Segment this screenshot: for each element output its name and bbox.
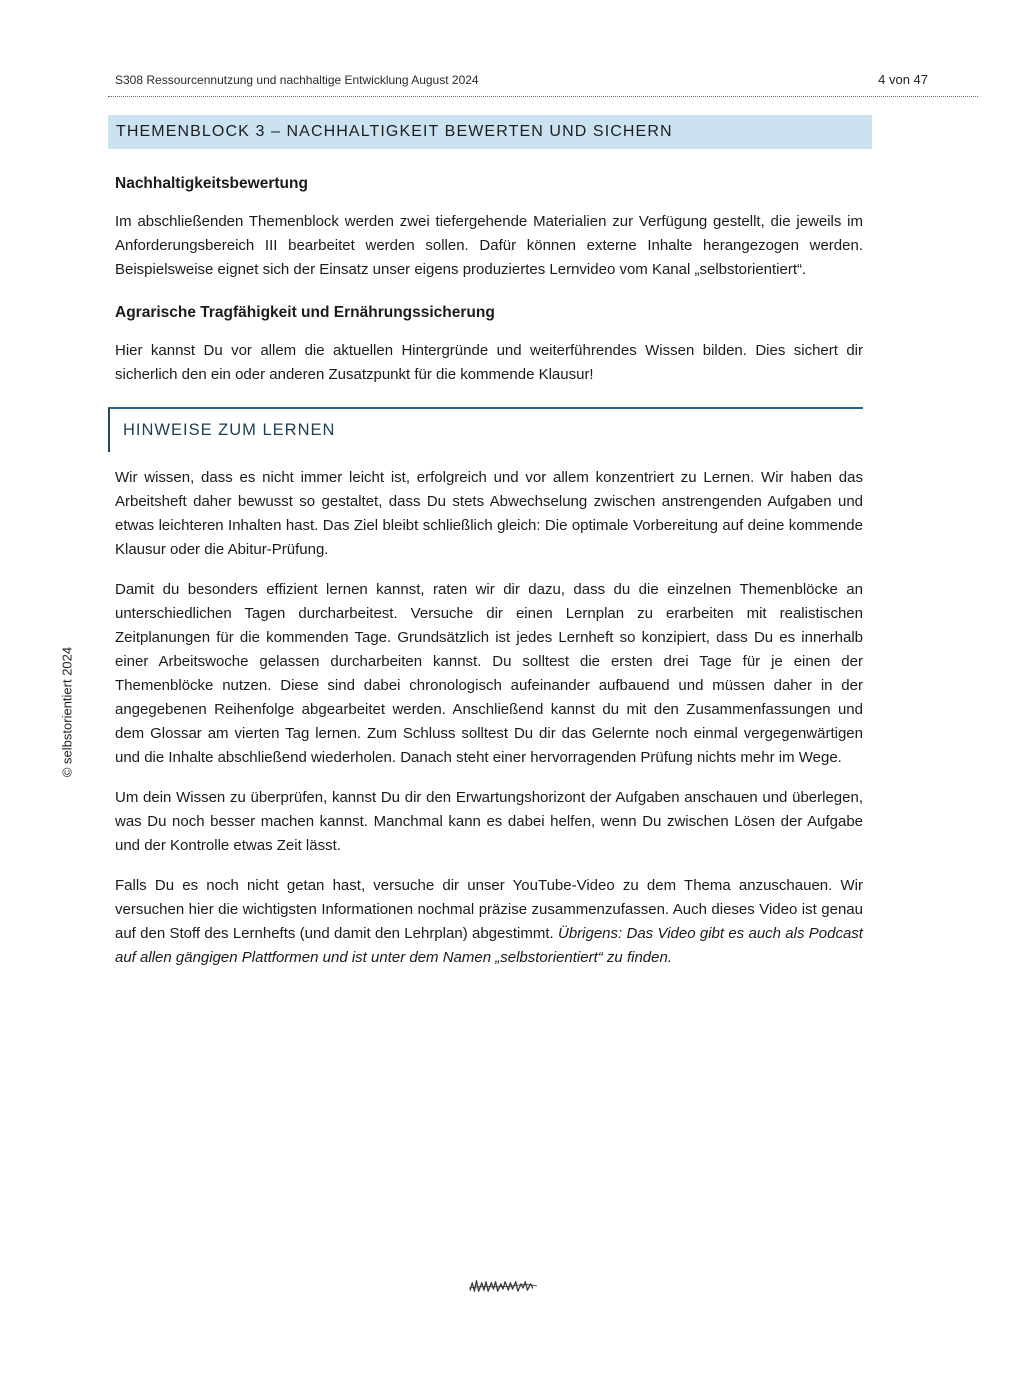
signature-scribble [468,1274,538,1300]
themenblock-title: THEMENBLOCK 3 – NACHHALTIGKEIT BEWERTEN UND SICHERN [116,123,673,140]
document-body [115,149,863,970]
heading-tragfaehigkeit: Agrarische Tragfähigkeit und Ernährungssicherung [115,304,495,321]
paragraph-hinweise-2: Damit du besonders effizient lernen kannst, raten wir dir dazu, dass du die einzelnen Themenblöcke an unterschiedlichen Tagen durcharbeitest. Versuche dir einen Lernplan zu erarbeiten mit realistischen Zeitplanungen für die kommenden Tage. Grundsätzlich ist jedes Lernheft so konzipiert, dass Du es innerhalb einer Arbeitswoche gelassen durcharbeiten kannst. Du solltest die ersten drei Tage für je einen der Themenblöcke nutzen. Diese sind dabei chronologisch aufeinander aufbauend und müssen daher in der angegebenen Reihenfolge abgearbeitet werden. Anschließend kannst du mit den Zusammenfassungen und dem Glossar am vierten Tag lernen. Zum Schluss solltest Du dir das Gelernte noch einmal vergegenwärtigen und die Inhalte abschließend wiederholen. Danach steht einer hervorragenden Prüfung nichts mehr im Wege. [115,581,863,766]
page-number: 4 von 47 [878,72,928,87]
copyright-vertical-label: © selbstorientiert 2024 [59,646,75,778]
paragraph-bewertung: Im abschließenden Themenblock werden zwei tiefergehende Materialien zur Verfügung gestellt, die jeweils im Anforderungsbereich III bearbeitet werden sollen. Dafür können externe Inhalte herangezogen werden. Beispielsweise eignet sich der Einsatz unser eigens produziertes Lernvideo vom Kanal „selbstorientiert“. [115,213,863,278]
heading-nachhaltigkeitsbewertung: Nachhaltigkeitsbewertung [115,175,308,192]
paragraph-hinweise-4-normal: Falls Du es noch nicht getan hast, versuche dir unser YouTube-Video zu dem Thema anzuschauen. Wir versuchen hier die wichtigsten Informationen nochmal präzise zusammenzufassen. Auch dieses Video ist genau auf den Stoff des Lernhefts (und damit den Lehrplan) abgestimmt. [115,877,863,942]
hinweise-heading-box [108,407,863,452]
page-header [108,72,978,97]
paragraph-hinweise-1: Wir wissen, dass es nicht immer leicht ist, erfolgreich und vor allem konzentriert zu Lernen. Wir haben das Arbeitsheft daher bewusst so gestaltet, dass Du stets Abwechselung zwischen anstrengenden Aufgaben und etwas leichteren Inhalten hast. Das Ziel bleibt schließlich gleich: Die optimale Vorbereitung auf deine kommende Klausur oder die Abitur-Prüfung. [115,469,863,558]
document-code: S308 Ressourcennutzung und nachhaltige Entwicklung August 2024 [115,73,479,87]
heading-hinweise-zum-lernen: HINWEISE ZUM LERNEN [123,421,336,439]
paragraph-tragfaehigkeit: Hier kannst Du vor allem die aktuellen Hintergründe und weiterführendes Wissen bilden. Dies sichert dir sicherlich den ein oder anderen Zusatzpunkt für die kommende Klausur! [115,342,863,383]
paragraph-hinweise-3: Um dein Wissen zu überprüfen, kannst Du dir den Erwartungshorizont der Aufgaben anschauen und überlegen, was Du noch besser machen kannst. Manchmal kann es dabei helfen, wenn Du zwischen Lösen der Aufgabe und der Kontrolle etwas Zeit lässt. [115,789,863,854]
themenblock-banner [108,115,872,149]
paragraph-hinweise-4-italic: Übrigens: Das Video gibt es auch als Podcast auf allen gängigen Plattformen und ist unter dem Namen „selbstorientiert“ zu finden. [115,925,863,966]
paragraph-hinweise-4 [115,874,863,970]
